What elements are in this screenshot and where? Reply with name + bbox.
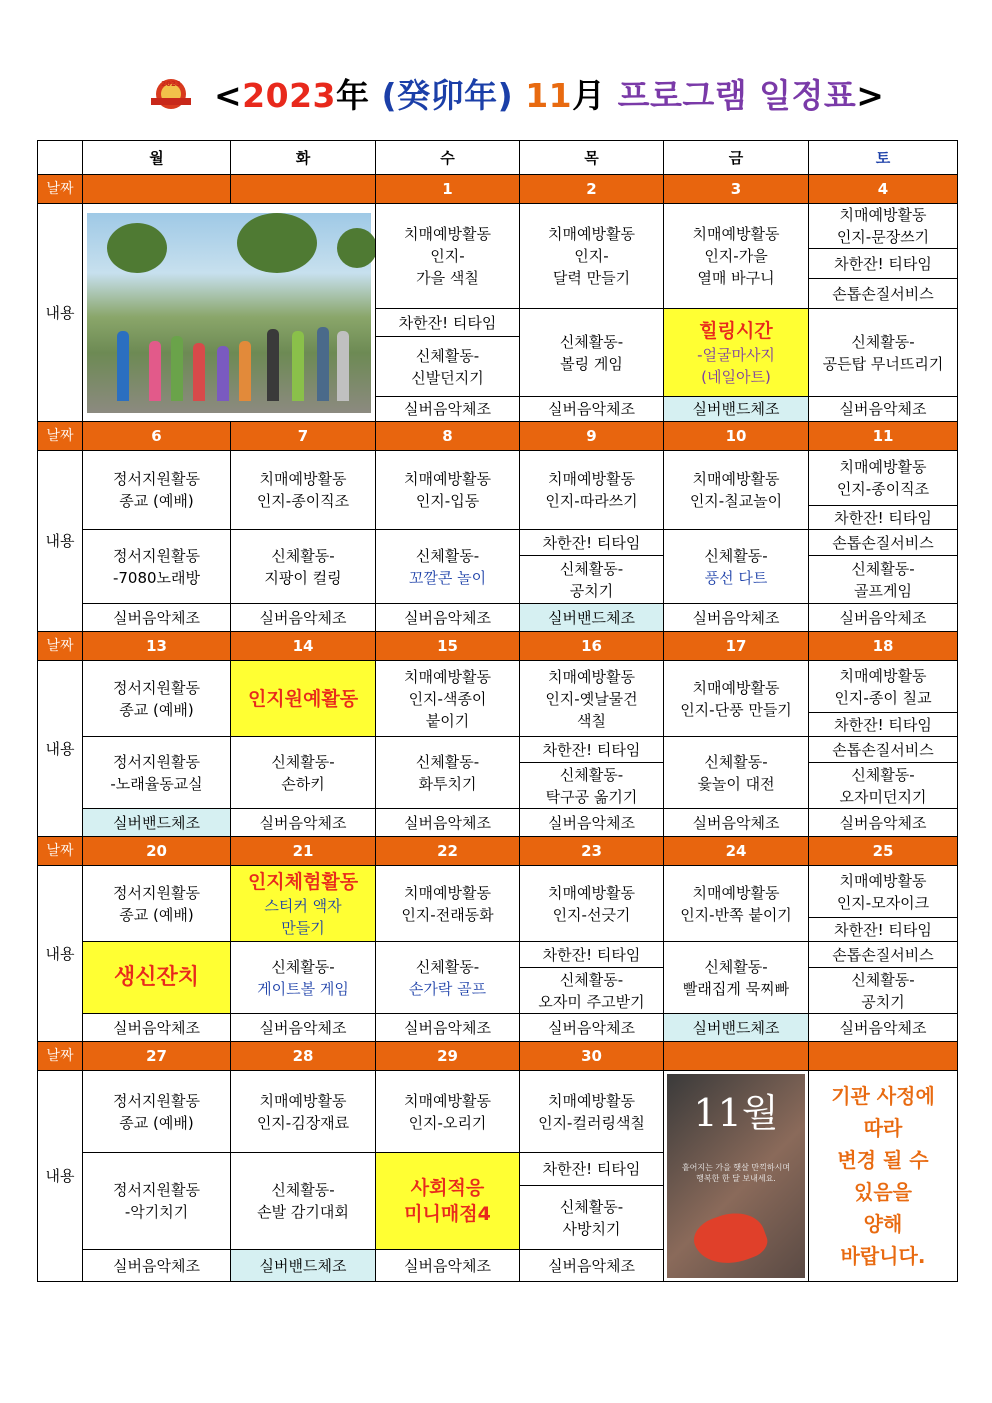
date-cell: 7	[231, 422, 376, 451]
physical-activity-cell: 신체활동- 공치기	[520, 556, 664, 604]
tea-time-cell: 차한잔! 티타임	[809, 506, 958, 530]
exercise-cell: 실버음악체조	[520, 1014, 664, 1042]
exercise-cell: 실버밴드체조	[664, 397, 809, 422]
exercise-cell: 실버음악체조	[376, 1250, 520, 1282]
physical-activity-cell: 신체활동- 신발던지기	[376, 337, 520, 397]
tea-time-cell: 차한잔! 티타임	[809, 918, 958, 942]
exercise-cell: 실버음악체조	[520, 1250, 664, 1282]
schedule-cell-5-tue: 치매예방활동 인지-김장재료	[231, 1071, 376, 1153]
date-cell: 20	[83, 837, 231, 866]
content-label: 내용	[38, 661, 83, 837]
date-cell	[231, 175, 376, 204]
content-label: 내용	[38, 866, 83, 1042]
physical-activity-cell: 신체활동- 오자미던지기	[809, 763, 958, 809]
schedule-cell-2-mon: 정서지원활동 종교 (예배)	[83, 451, 231, 530]
schedule-cell-5-thu: 치매예방활동 인지-컬러링색칠	[520, 1071, 664, 1153]
tea-time-cell: 차한잔! 티타임	[520, 942, 664, 968]
notice-cell: 기관 사정에 따라 변경 될 수 있음을 양해 바랍니다.	[809, 1071, 958, 1282]
schedule-cell-3-tue: 인지원예활동	[231, 661, 376, 737]
birthday-party-cell: 생신잔치	[83, 942, 231, 1014]
nail-service-cell: 손톱손질서비스	[809, 737, 958, 763]
schedule-cell-1-wed: 치매예방활동 인지- 가을 색칠	[376, 204, 520, 309]
weekday-wed: 수	[376, 141, 520, 175]
social-adaptation-cell: 사회적응 미니매점4	[376, 1153, 520, 1250]
schedule-cell-4-thu: 치매예방활동 인지-선긋기	[520, 866, 664, 942]
weekday-tue: 화	[231, 141, 376, 175]
physical-activity-cell: 신체활동- 공치기	[809, 968, 958, 1014]
date-cell: 15	[376, 632, 520, 661]
schedule-cell-3-thu: 치매예방활동 인지-옛날물건 색칠	[520, 661, 664, 737]
schedule-cell-4-mon: 정서지원활동 종교 (예배)	[83, 866, 231, 942]
schedule-cell-3-wed: 치매예방활동 인지-색종이 붙이기	[376, 661, 520, 737]
exercise-cell: 실버음악체조	[664, 604, 809, 632]
schedule-cell-5-mon: 정서지원활동 종교 (예배)	[83, 1071, 231, 1153]
exercise-cell: 실버음악체조	[809, 809, 958, 837]
exercise-cell: 실버음악체조	[376, 1014, 520, 1042]
exercise-cell: 실버음악체조	[231, 604, 376, 632]
exercise-cell: 실버음악체조	[520, 809, 664, 837]
date-cell: 11	[809, 422, 958, 451]
schedule-cell-2-thu: 치매예방활동 인지-따라쓰기	[520, 451, 664, 530]
weekday-header-row	[38, 141, 958, 175]
tea-time-cell: 차한잔! 티타임	[520, 737, 664, 763]
exercise-cell: 실버밴드체조	[664, 1014, 809, 1042]
physical-activity-cell: 신체활동- 탁구공 옮기기	[520, 763, 664, 809]
exercise-cell: 실버음악체조	[809, 604, 958, 632]
date-row-week3	[38, 632, 958, 661]
schedule-cell-1-sat: 치매예방활동 인지-문장쓰기	[809, 204, 958, 249]
exercise-cell: 실버음악체조	[376, 604, 520, 632]
weekday-thu: 목	[520, 141, 664, 175]
physical-activity-cell: 신체활동- 손발 감기대회	[231, 1153, 376, 1250]
schedule-cell-3-fri: 치매예방활동 인지-단풍 만들기	[664, 661, 809, 737]
physical-activity-cell: 신체활동- 공든탑 무너뜨리기	[809, 309, 958, 397]
physical-activity-cell: 신체활동- 손가락 골프	[376, 942, 520, 1014]
date-label: 날짜	[38, 837, 83, 866]
schedule-cell-1-fri: 치매예방활동 인지-가을 열매 바구니	[664, 204, 809, 309]
content-label: 내용	[38, 451, 83, 632]
schedule-cell-2-fri: 치매예방활동 인지-칠교놀이	[664, 451, 809, 530]
tea-time-cell: 차한잔! 티타임	[809, 249, 958, 279]
schedule-cell-5-wed: 치매예방활동 인지-오리기	[376, 1071, 520, 1153]
date-cell: 3	[664, 175, 809, 204]
schedule-cell-5-mon-b: 정서지원활동 -악기치기	[83, 1153, 231, 1250]
content-label: 내용	[38, 1071, 83, 1282]
date-cell: 22	[376, 837, 520, 866]
schedule-cell-4-sat: 치매예방활동 인지-모자이크	[809, 866, 958, 918]
healing-time-cell: 힐링시간 -얼굴마사지 (네일아트)	[664, 309, 809, 397]
date-cell: 21	[231, 837, 376, 866]
exercise-cell: 실버밴드체조	[83, 809, 231, 837]
date-cell: 8	[376, 422, 520, 451]
date-cell: 27	[83, 1042, 231, 1071]
exercise-cell: 실버음악체조	[809, 397, 958, 422]
schedule-cell-4-wed: 치매예방활동 인지-전래동화	[376, 866, 520, 942]
date-label: 날짜	[38, 1042, 83, 1071]
date-cell: 24	[664, 837, 809, 866]
exercise-cell: 실버음악체조	[231, 809, 376, 837]
date-cell: 4	[809, 175, 958, 204]
date-label: 날짜	[38, 175, 83, 204]
schedule-cell-2-sat: 치매예방활동 인지-종이직조	[809, 451, 958, 506]
date-cell: 23	[520, 837, 664, 866]
schedule-cell-1-thu: 치매예방활동 인지- 달력 만들기	[520, 204, 664, 309]
date-cell: 9	[520, 422, 664, 451]
nail-service-cell: 손톱손질서비스	[809, 942, 958, 968]
schedule-cell-2-wed: 치매예방활동 인지-입동	[376, 451, 520, 530]
weekday-mon: 월	[83, 141, 231, 175]
date-label: 날짜	[38, 422, 83, 451]
exercise-cell: 실버음악체조	[83, 1250, 231, 1282]
tea-time-cell: 차한잔! 티타임	[376, 309, 520, 337]
date-row-week4	[38, 837, 958, 866]
exercise-cell: 실버음악체조	[520, 397, 664, 422]
schedule-cell-3-mon-b: 정서지원활동 -노래율동교실	[83, 737, 231, 809]
physical-activity-cell: 신체활동- 사방치기	[520, 1186, 664, 1250]
date-cell: 25	[809, 837, 958, 866]
corner-cell	[38, 141, 83, 175]
tea-time-cell: 차한잔! 티타임	[520, 1153, 664, 1186]
date-cell: 10	[664, 422, 809, 451]
exercise-cell: 실버음악체조	[83, 604, 231, 632]
schedule-cell-2-tue: 치매예방활동 인지-종이직조	[231, 451, 376, 530]
physical-activity-cell: 신체활동- 게이트볼 게임	[231, 942, 376, 1014]
page-title	[0, 66, 992, 126]
physical-activity-cell: 신체활동- 화투치기	[376, 737, 520, 809]
schedule-cell-2-mon-b: 정서지원활동 -7080노래방	[83, 530, 231, 604]
date-row-week5	[38, 1042, 958, 1071]
november-image: 11월 흩어지는 가을 햇살 만끽하시며 행복한 한 달 보내세요.	[664, 1071, 809, 1282]
date-cell: 6	[83, 422, 231, 451]
physical-activity-cell: 신체활동- 손하키	[231, 737, 376, 809]
date-label: 날짜	[38, 632, 83, 661]
exercise-cell: 실버음악체조	[376, 809, 520, 837]
physical-activity-cell: 신체활동- 골프게임	[809, 556, 958, 604]
date-cell	[664, 1042, 809, 1071]
exercise-cell: 실버음악체조	[809, 1014, 958, 1042]
date-cell: 28	[231, 1042, 376, 1071]
date-cell	[809, 1042, 958, 1071]
tea-time-cell: 차한잔! 티타임	[809, 713, 958, 737]
exercise-cell: 실버음악체조	[664, 809, 809, 837]
physical-activity-cell: 신체활동- 지팡이 컬링	[231, 530, 376, 604]
date-cell	[83, 175, 231, 204]
exercise-cell: 실버음악체조	[376, 397, 520, 422]
exercise-cell: 실버밴드체조	[520, 604, 664, 632]
physical-activity-cell: 신체활동- 윷놀이 대전	[664, 737, 809, 809]
maple-leaf-icon	[689, 1204, 772, 1275]
schedule-cell-4-fri: 치매예방활동 인지-반쪽 붙이기	[664, 866, 809, 942]
content-label: 내용	[38, 204, 83, 422]
group-photo	[83, 204, 376, 422]
date-cell: 29	[376, 1042, 520, 1071]
nail-service-cell: 손톱손질서비스	[809, 530, 958, 556]
schedule-cell-3-sat: 치매예방활동 인지-종이 칠교	[809, 661, 958, 713]
date-cell: 17	[664, 632, 809, 661]
physical-activity-cell: 신체활동- 오자미 주고받기	[520, 968, 664, 1014]
physical-activity-cell: 신체활동- 풍선 다트	[664, 530, 809, 604]
exercise-cell: 실버음악체조	[231, 1014, 376, 1042]
date-cell: 30	[520, 1042, 664, 1071]
weekday-sat: 토	[809, 141, 958, 175]
date-cell: 13	[83, 632, 231, 661]
date-row-week2	[38, 422, 958, 451]
schedule-cell-4-tue: 인지체험활동 스티커 액자 만들기	[231, 866, 376, 942]
date-cell: 1	[376, 175, 520, 204]
physical-activity-cell: 신체활동- 볼링 게임	[520, 309, 664, 397]
date-cell: 14	[231, 632, 376, 661]
svg-text:2023: 2023	[161, 80, 181, 88]
exercise-cell: 실버밴드체조	[231, 1250, 376, 1282]
weekday-fri: 금	[664, 141, 809, 175]
date-cell: 16	[520, 632, 664, 661]
date-row-week1	[38, 175, 958, 204]
date-cell: 2	[520, 175, 664, 204]
physical-activity-cell: 신체활동- 꼬깔콘 놀이	[376, 530, 520, 604]
nail-service-cell: 손톱손질서비스	[809, 279, 958, 309]
physical-activity-cell: 신체활동- 빨래집게 묵찌빠	[664, 942, 809, 1014]
tea-time-cell: 차한잔! 티타임	[520, 530, 664, 556]
anniversary-badge-icon	[146, 74, 196, 114]
schedule-cell-3-mon: 정서지원활동 종교 (예배)	[83, 661, 231, 737]
date-cell: 18	[809, 632, 958, 661]
exercise-cell: 실버음악체조	[83, 1014, 231, 1042]
schedule-table	[37, 140, 958, 1282]
title-text: <2023年 (癸卯年) 11月 프로그램 일정표>	[214, 76, 885, 115]
